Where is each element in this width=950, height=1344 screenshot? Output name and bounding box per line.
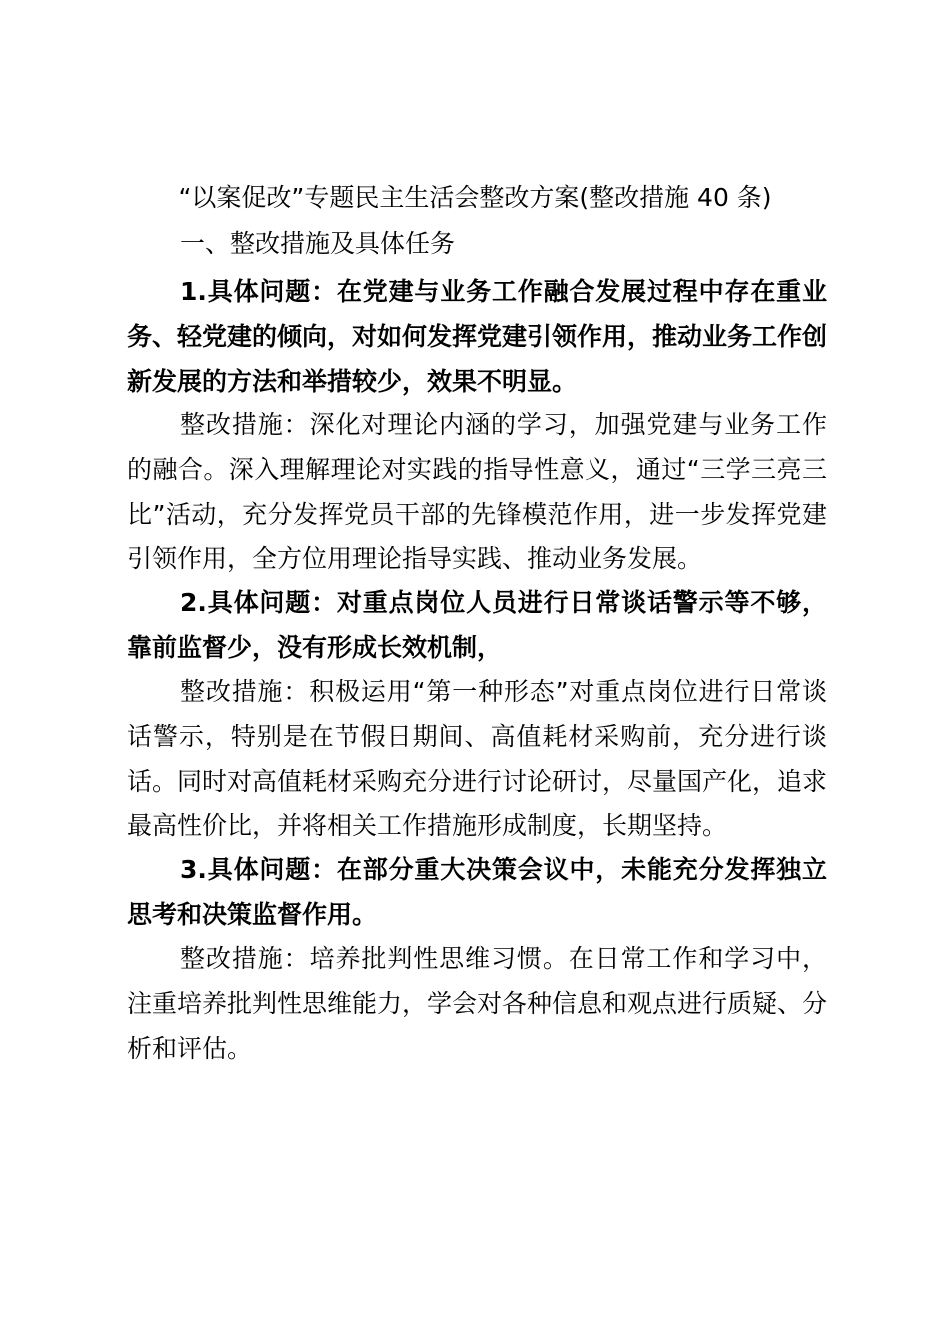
document-title: “以案促改”专题民主生活会整改方案(整改措施 40 条) [178,183,772,212]
measure-1-paragraph: 整改措施：深化对理论内涵的学习，加强党建与业务工作的融合。深入理解理论对实践的指导性意义，通过“三学三亮三比”活动，充分发挥党员干部的先锋模范作用，进一步发挥党建引领作用，全方位用理论指导实践、推动业务发展。 [127,410,827,574]
measure-3-paragraph: 整改措施：培养批判性思维习惯。在日常工作和学习中，注重培养批判性思维能力，学会对各种信息和观点进行质疑、分析和评估。 [127,944,828,1063]
section-heading: 一、整改措施及具体任务 [180,229,456,258]
measure-2-paragraph: 整改措施：积极运用“第一种形态”对重点岗位进行日常谈话警示，特别是在节假日期间、高值耗材采购前，充分进行谈话。同时对高值耗材采购充分进行讨论研讨，尽量国产化，追求最高性价比，并将相关工作措施形成制度，长期坚持。 [127,677,828,841]
problem-2-paragraph: 2.具体问题：对重点岗位人员进行日常谈话警示等不够，靠前监督少，没有形成长效机制， [127,588,827,662]
problem-1-paragraph: 1.具体问题：在党建与业务工作融合发展过程中存在重业务、轻党建的倾向，对如何发挥党建引领作用，推动业务工作创新发展的方法和举措较少，效果不明显。 [127,277,828,396]
problem-3-paragraph: 3.具体问题：在部分重大决策会议中，未能充分发挥独立思考和决策监督作用。 [127,855,827,929]
